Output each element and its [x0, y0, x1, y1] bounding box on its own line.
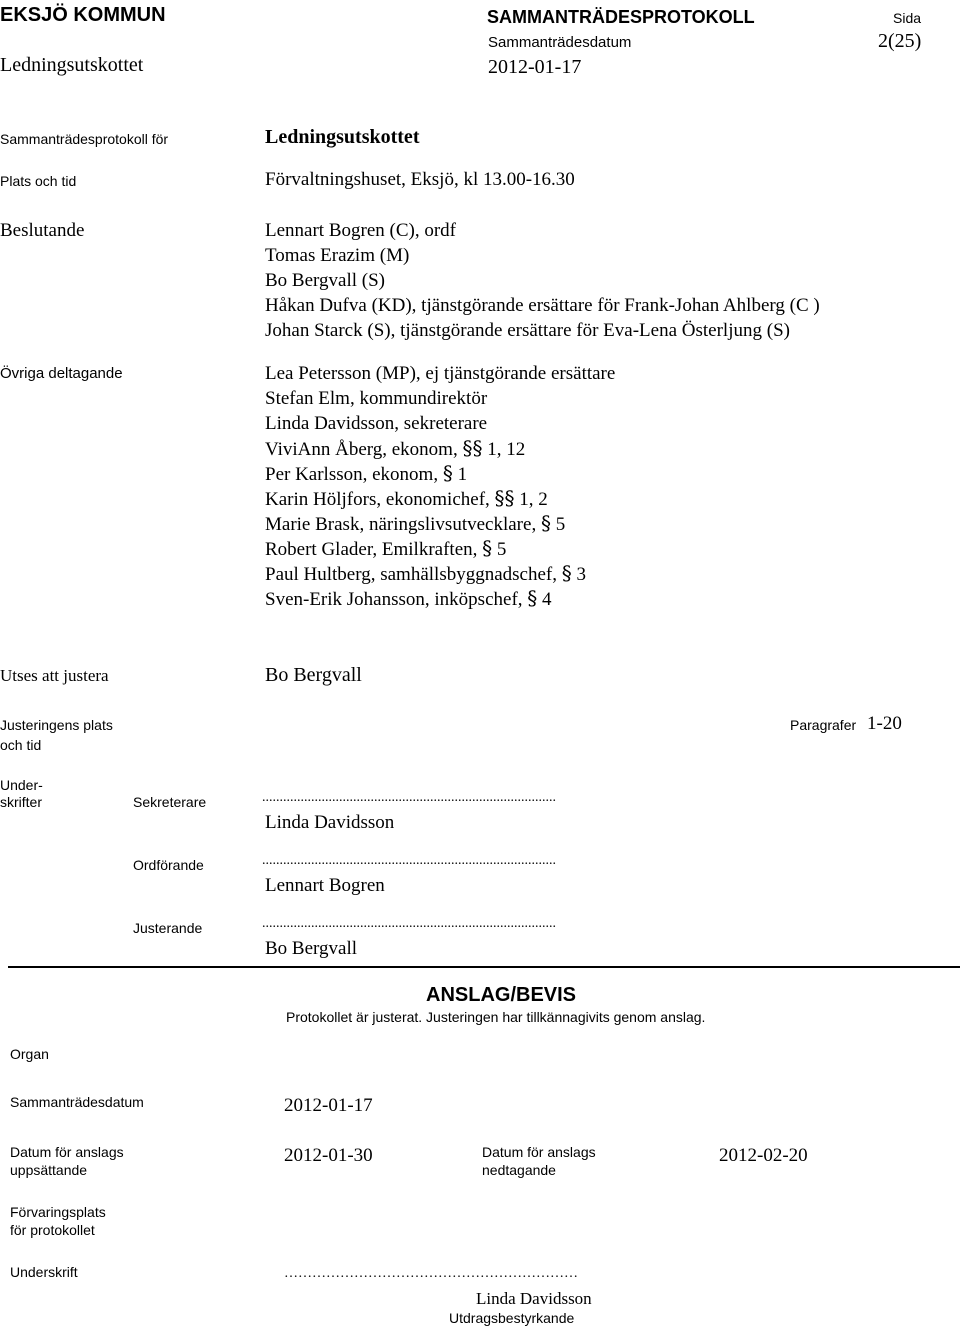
document-type: SAMMANTRÄDESPROTOKOLL [487, 7, 755, 27]
chair-name: Lennart Bogren [265, 875, 385, 896]
meeting-date-label: Sammanträdesdatum [488, 34, 632, 51]
adjuster-value: Bo Bergvall [265, 664, 362, 686]
page-label: Sida [893, 10, 922, 26]
participant-text: Robert Glader, Emilkraften, [265, 539, 478, 560]
decisionmakers-label: Beslutande [0, 220, 85, 241]
meeting-date: 2012-01-17 [488, 56, 582, 78]
participant [265, 411, 615, 436]
participant-paragraphs: 1, 2 [519, 489, 548, 510]
participant [265, 561, 615, 586]
section-sign-icon: § [561, 561, 572, 585]
removed-label-2: nedtagande [482, 1162, 556, 1178]
adjuster-signature-line: .................................................................................... [262, 916, 556, 931]
secretary-name: Linda Davidsson [265, 812, 395, 833]
adjust-time-label: och tid [0, 737, 42, 753]
participant-paragraphs: 5 [496, 539, 507, 560]
participant-text: Karin Höljfors, ekonomichef, [265, 489, 490, 510]
participant-text: ViviAnn Åberg, ekonom, [265, 439, 458, 460]
signature-role: Utdragsbestyrkande [449, 1310, 575, 1326]
section-sign-icon: § [442, 461, 453, 485]
participant-text: Marie Brask, näringslivsutvecklare, [265, 514, 537, 535]
decisionmaker: Lennart Bogren (C), ordf [265, 220, 456, 241]
decisionmaker: Håkan Dufva (KD), tjänstgörande ersättare för Frank-Johan Ahlberg (C ) [265, 295, 820, 316]
participant [265, 386, 615, 411]
signatures-label: Under- [0, 777, 43, 793]
storage-label: Förvaringsplats [10, 1204, 106, 1220]
notice-date-value: 2012-01-17 [284, 1095, 373, 1116]
section-sign-icon: § [527, 586, 538, 610]
participant-paragraphs: 1, 12 [487, 439, 526, 460]
adjust-place-label: Justeringens plats [0, 717, 113, 733]
participant [265, 511, 615, 536]
removed-value: 2012-02-20 [719, 1145, 808, 1166]
participant-text: Linda Davidsson, sekreterare [265, 413, 488, 434]
participant-text: Sven-Erik Johansson, inköpschef, [265, 589, 523, 610]
participant [265, 586, 615, 611]
participant-text: Per Karlsson, ekonom, [265, 464, 439, 485]
chair-label: Ordförande [133, 857, 204, 873]
place-value: Förvaltningshuset, Eksjö, kl 13.00-16.30 [265, 169, 575, 190]
section-sign-icon: §§ [462, 436, 483, 460]
participant [265, 536, 615, 561]
posted-label-2: uppsättande [10, 1162, 88, 1178]
secretary-label: Sekreterare [133, 794, 207, 810]
participant [265, 486, 615, 511]
participant-paragraphs: 3 [576, 564, 586, 585]
place-label: Plats och tid [0, 173, 77, 189]
posted-label: Datum för anslags [10, 1144, 124, 1160]
section-sign-icon: §§ [494, 486, 515, 510]
protocol-value: Ledningsutskottet [265, 126, 420, 148]
notice-date-label: Sammanträdesdatum [10, 1094, 144, 1110]
separator-rule [8, 966, 960, 968]
participant [265, 361, 615, 386]
committee-name: Ledningsutskottet [0, 54, 144, 76]
signature-name: Linda Davidsson [476, 1289, 592, 1308]
adjuster-sign-label: Justerande [133, 920, 203, 936]
participant-paragraphs: 4 [542, 589, 552, 610]
decisionmaker: Johan Starck (S), tjänstgörande ersättare för Eva-Lena Österljung (S) [265, 320, 790, 341]
section-sign-icon: § [540, 511, 551, 535]
participant-text: Stefan Elm, kommundirektör [265, 388, 488, 409]
others-list [265, 361, 615, 611]
municipality-name: EKSJÖ KOMMUN [0, 4, 166, 26]
adjuster-name: Bo Bergvall [265, 938, 358, 959]
signatures-label-2: skrifter [0, 794, 42, 810]
participant-text: Lea Petersson (MP), ej tjänstgörande ersättare [265, 363, 616, 384]
posted-value: 2012-01-30 [284, 1145, 373, 1166]
others-label: Övriga deltagande [0, 365, 123, 382]
participant [265, 436, 615, 461]
page-number: 2(25) [878, 30, 922, 52]
signature-dotline: ……………………………………………………… [284, 1266, 578, 1281]
organ-label: Organ [10, 1046, 49, 1062]
decisionmaker: Bo Bergvall (S) [265, 270, 385, 291]
participant-paragraphs: 5 [555, 514, 566, 535]
participant-paragraphs: 1 [457, 464, 468, 485]
decisionmaker: Tomas Erazim (M) [265, 245, 410, 266]
decisionmakers-list [265, 218, 820, 343]
chair-signature-line: .................................................................................... [262, 853, 556, 868]
signature-label: Underskrift [10, 1264, 78, 1280]
notice-title: ANSLAG/BEVIS [426, 984, 577, 1006]
secretary-signature-line: .................................................................................... [262, 790, 556, 805]
section-sign-icon: § [482, 536, 493, 560]
paragraphs-value: 1-20 [867, 713, 902, 734]
storage-label-2: för protokollet [10, 1222, 95, 1238]
removed-label: Datum för anslags [482, 1144, 596, 1160]
participant [265, 461, 615, 486]
participant-text: Paul Hultberg, samhällsbyggnadschef, [265, 564, 557, 585]
notice-subtitle: Protokollet är justerat. Justeringen har tillkännagivits genom anslag. [286, 1009, 706, 1025]
adjuster-label: Utses att justera [0, 666, 109, 685]
paragraphs-label: Paragrafer [790, 717, 857, 733]
protocol-label: Sammanträdesprotokoll för [0, 131, 169, 147]
